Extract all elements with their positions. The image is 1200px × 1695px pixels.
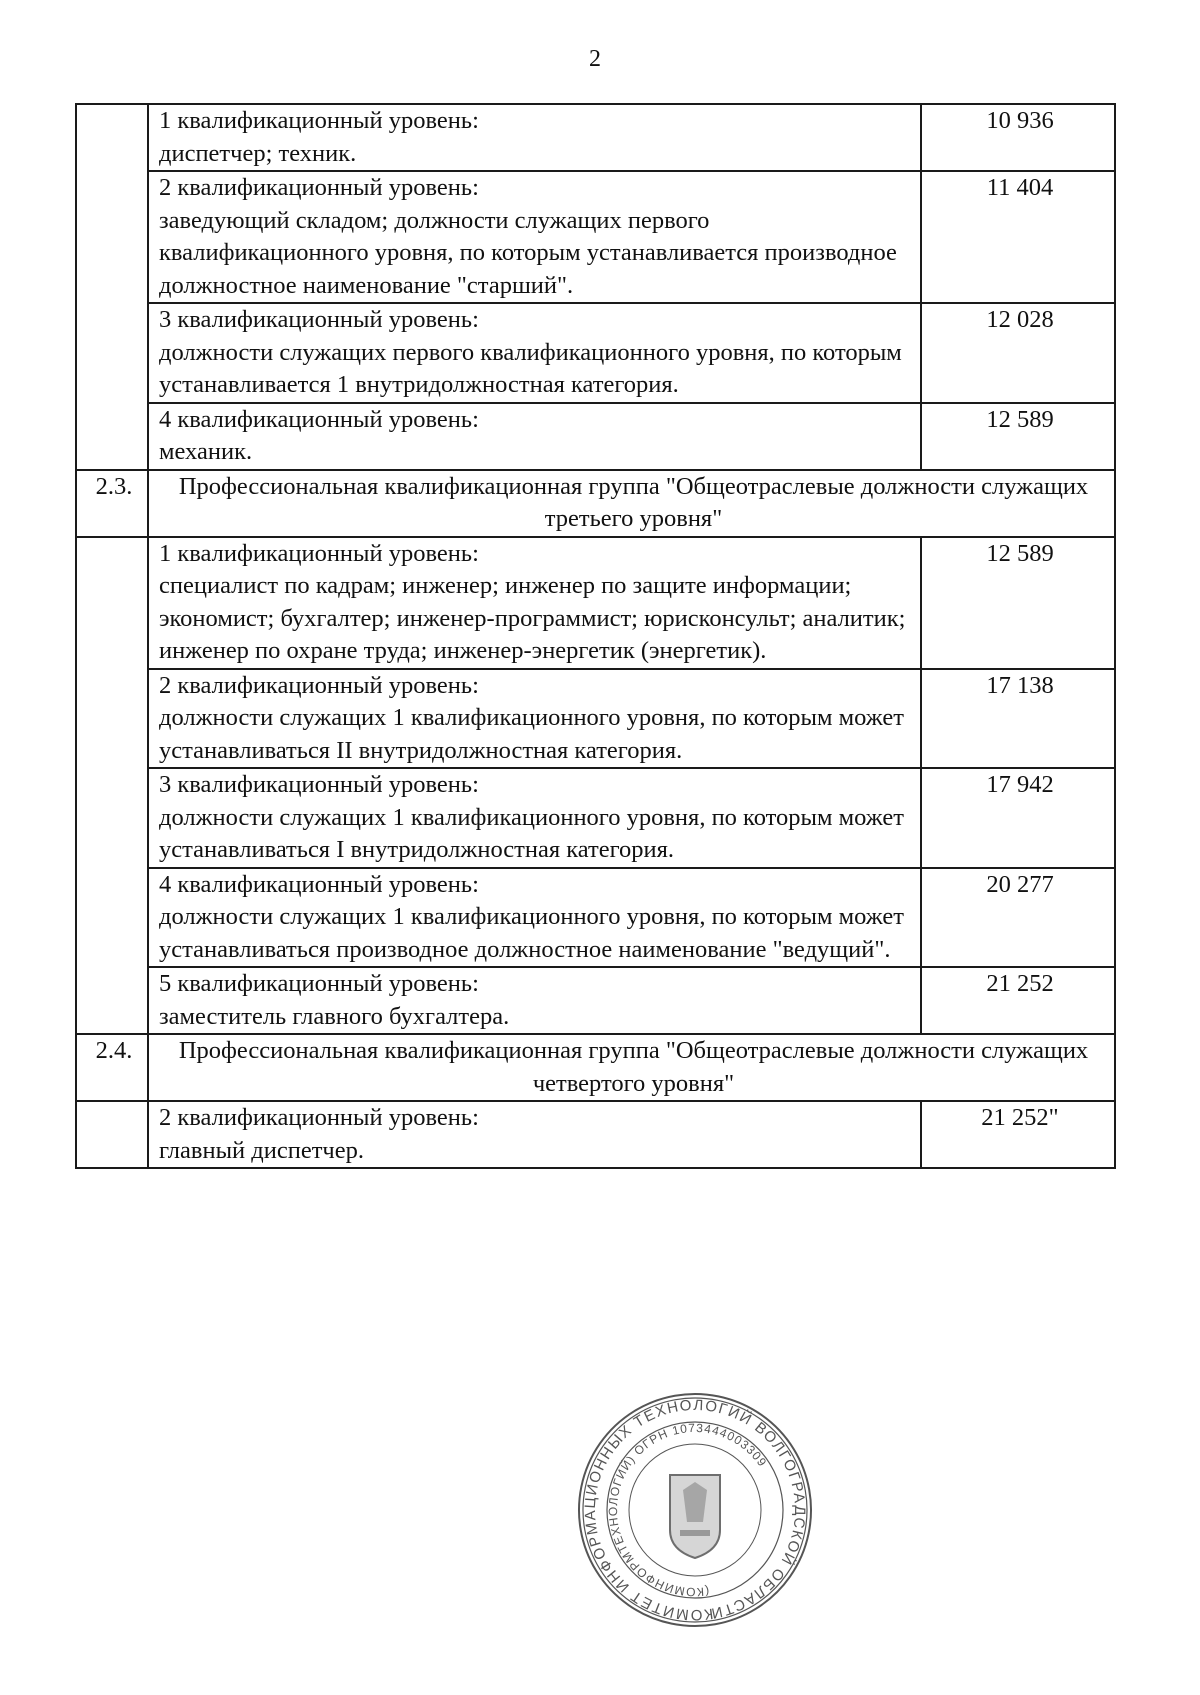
level-positions: должности служащих 1 квалификационного уровня, по которым может устанавливаться II внутридолжностная категория. bbox=[159, 704, 904, 764]
table-row bbox=[76, 967, 1115, 1034]
salary-cell: 10 936 bbox=[921, 104, 1115, 171]
group-header-row bbox=[76, 470, 1115, 537]
stamp-inner-textpath: (КОМИНФОРМТЕХНОЛОГИЙ) ОГРН 1073444003309 bbox=[605, 1420, 770, 1600]
group-header-row bbox=[76, 1034, 1115, 1101]
group-title: Профессиональная квалификационная группа "Общеотраслевые должности служащих четвертого уровня" bbox=[148, 1034, 1115, 1101]
salary-cell: 12 028 bbox=[921, 303, 1115, 403]
level-description-cell bbox=[148, 104, 921, 171]
level-description-cell bbox=[148, 303, 921, 403]
level-description-cell bbox=[148, 171, 921, 303]
row-number-cell bbox=[76, 669, 148, 769]
level-title: 5 квалификационный уровень: bbox=[159, 970, 479, 997]
level-positions: специалист по кадрам; инженер; инженер по защите информации; экономист; бухгалтер; инженер-программист; юрисконсульт; аналитик; инженер по охране труда; инженер-энергетик (энергетик). bbox=[159, 572, 906, 664]
salary-cell: 21 252" bbox=[921, 1101, 1115, 1168]
level-title: 3 квалификационный уровень: bbox=[159, 771, 479, 798]
salary-cell: 17 138 bbox=[921, 669, 1115, 769]
salary-cell: 11 404 bbox=[921, 171, 1115, 303]
level-positions: должности служащих первого квалификационного уровня, по которым устанавливается 1 внутридолжностная категория. bbox=[159, 338, 902, 398]
row-number-cell bbox=[76, 171, 148, 303]
level-title: 3 квалификационный уровень: bbox=[159, 306, 479, 333]
table-row bbox=[76, 1101, 1115, 1168]
coat-of-arms-emblem bbox=[670, 1475, 720, 1558]
table-row bbox=[76, 403, 1115, 470]
row-number-cell bbox=[76, 868, 148, 968]
table-row bbox=[76, 868, 1115, 968]
emblem-detail bbox=[683, 1482, 707, 1522]
level-positions: заместитель главного бухгалтера. bbox=[159, 1002, 510, 1030]
page-number: 2 bbox=[589, 46, 601, 72]
level-title: 2 квалификационный уровень: bbox=[159, 174, 479, 201]
salary-cell: 12 589 bbox=[921, 403, 1115, 470]
row-number-cell bbox=[76, 403, 148, 470]
level-positions: главный диспетчер. bbox=[159, 1136, 364, 1164]
level-title: 4 квалификационный уровень: bbox=[159, 870, 479, 898]
level-positions: должности служащих 1 квалификационного уровня, по которым может устанавливаться производное должностное наименование "ведущий". bbox=[159, 903, 904, 963]
group-number: 2.4. bbox=[76, 1034, 148, 1101]
row-number-cell bbox=[76, 768, 148, 868]
level-description-cell bbox=[148, 537, 921, 669]
level-positions: заведующий складом; должности служащих первого квалификационного уровня, по которым устанавливается производное должностное наименование "старший". bbox=[159, 206, 897, 299]
level-positions: механик. bbox=[159, 438, 253, 465]
level-title: 2 квалификационный уровень: bbox=[159, 1104, 479, 1131]
table-row bbox=[76, 768, 1115, 868]
table-row bbox=[76, 104, 1115, 171]
row-number-cell bbox=[76, 104, 148, 171]
level-description-cell bbox=[148, 967, 921, 1034]
level-description-cell bbox=[148, 768, 921, 868]
salary-cell: 12 589 bbox=[921, 537, 1115, 669]
level-description-cell bbox=[148, 868, 921, 968]
salary-cell: 17 942 bbox=[921, 768, 1115, 868]
row-number-cell bbox=[76, 1101, 148, 1168]
stamp-outer-textpath: КОМИТЕТ ИНФОРМАЦИОННЫХ ТЕХНОЛОГИЙ ВОЛГОГРАДСКОЙ ОБЛАСТИ bbox=[581, 1396, 809, 1624]
table-row bbox=[76, 537, 1115, 669]
salary-cell: 20 277 bbox=[921, 868, 1115, 968]
level-title: 2 квалификационный уровень: bbox=[159, 671, 479, 699]
level-description-cell bbox=[148, 669, 921, 769]
level-title: 1 квалификационный уровень: bbox=[159, 539, 479, 567]
row-number-cell bbox=[76, 303, 148, 403]
level-title: 1 квалификационный уровень: bbox=[159, 107, 479, 134]
row-number-cell bbox=[76, 537, 148, 669]
level-description-cell bbox=[148, 403, 921, 470]
group-number: 2.3. bbox=[76, 470, 148, 537]
level-positions: диспетчер; техник. bbox=[159, 139, 357, 167]
table-row bbox=[76, 303, 1115, 403]
level-positions: должности служащих 1 квалификационного уровня, по которым может устанавливаться I внутридолжностная категория. bbox=[159, 803, 904, 863]
salary-table bbox=[75, 103, 1116, 1169]
emblem-base bbox=[680, 1530, 710, 1536]
group-title: Профессиональная квалификационная группа "Общеотраслевые должности служащих третьего уровня" bbox=[148, 470, 1115, 537]
official-stamp bbox=[575, 1390, 815, 1630]
table-row bbox=[76, 171, 1115, 303]
level-title: 4 квалификационный уровень: bbox=[159, 405, 479, 433]
salary-cell: 21 252 bbox=[921, 967, 1115, 1034]
row-number-cell bbox=[76, 967, 148, 1034]
level-description-cell bbox=[148, 1101, 921, 1168]
table-row bbox=[76, 669, 1115, 769]
